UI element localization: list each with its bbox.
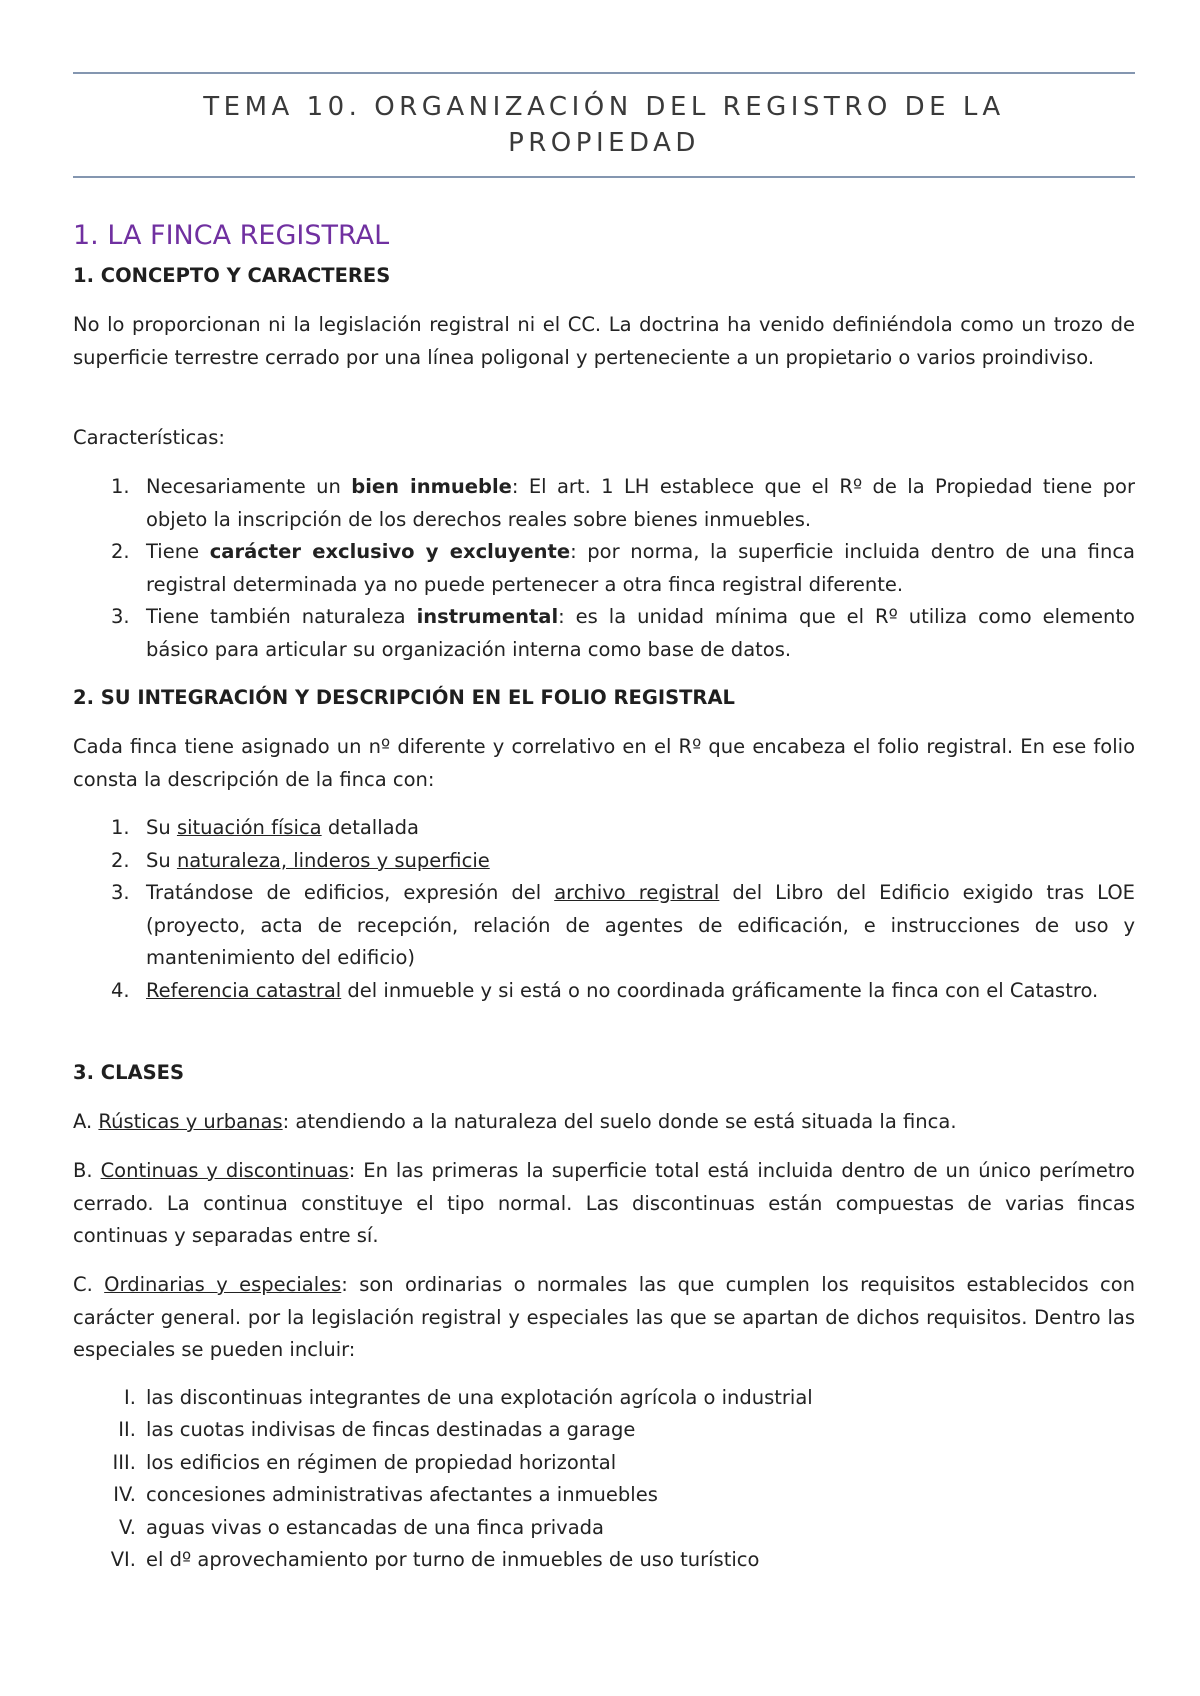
subheading-concepto: 1. CONCEPTO Y CARACTERES	[73, 264, 391, 287]
list-number: 2.	[111, 540, 130, 563]
underlined-term: situación física	[176, 816, 322, 839]
list-text: las discontinuas integrantes de una explotación agrícola o industrial	[146, 1386, 813, 1409]
list-number: 1.	[111, 816, 130, 839]
underlined-term: Continuas y discontinuas	[100, 1159, 349, 1182]
subheading-clases: 3. CLASES	[73, 1061, 185, 1084]
list-text: el dº aprovechamiento por turno de inmuebles de uso turístico	[146, 1548, 760, 1571]
list-text: Su naturaleza, linderos y superficie	[146, 849, 490, 872]
list-text: Tiene carácter exclusivo y excluyente: por norma, la superficie incluida dentro de una finca registral determinada ya no puede pertenecer a otra finca registral diferente.	[146, 540, 1135, 596]
list-text: Tiene también naturaleza instrumental: es la unidad mínima que el Rº utiliza como elemento básico para articular su organización interna como base de datos.	[146, 605, 1135, 661]
caracteristicas-label: Características:	[73, 426, 225, 449]
clase-paragraph-a: A. Rústicas y urbanas: atendiendo a la naturaleza del suelo donde se está situada la finca.	[73, 1110, 957, 1133]
clase-paragraph-c: C. Ordinarias y especiales: son ordinarias o normales las que cumplen los requisitos establecidos con carácter general. por la legislación registral y especiales las que se apartan de dichos requisitos. Dentro las especiales se pueden incluir:	[73, 1273, 1136, 1361]
title-line-2: PROPIEDAD	[508, 128, 700, 158]
list-number: 2.	[111, 849, 130, 872]
list-number: II.	[118, 1418, 136, 1441]
integracion-paragraph: Cada finca tiene asignado un nº diferente y correlativo en el Rº que encabeza el folio registral. En ese folio consta la descripción de la finca con:	[73, 735, 1135, 791]
list-text: las cuotas indivisas de fincas destinadas a garage	[146, 1418, 636, 1441]
underlined-term: archivo registral	[554, 881, 720, 904]
title-top-rule	[73, 72, 1135, 74]
concepto-paragraph: No lo proporcionan ni la legislación registral ni el CC. La doctrina ha venido definiéndola como un trozo de superficie terrestre cerrado por una línea poligonal y perteneciente a un propietario o varios proindiviso.	[73, 313, 1135, 369]
list-text: Su situación física detallada	[146, 816, 419, 839]
list-number: V.	[118, 1516, 136, 1539]
list-number: 3.	[111, 605, 130, 628]
list-number: IV.	[113, 1483, 136, 1506]
clase-paragraph-b: B. Continuas y discontinuas: En las primeras la superficie total está incluida dentro de un único perímetro cerrado. La continua constituye el tipo normal. Las discontinuas están compuestas de varias fincas continuas y separadas entre sí.	[73, 1159, 1135, 1247]
list-text: Necesariamente un bien inmueble: El art. 1 LH establece que el Rº de la Propiedad tiene por objeto la inscripción de los derechos reales sobre bienes inmuebles.	[146, 475, 1135, 531]
list-text: Referencia catastral del inmueble y si está o no coordinada gráficamente la finca con el Catastro.	[146, 979, 1099, 1002]
bold-term: carácter exclusivo y excluyente	[209, 540, 571, 563]
title-line-1: TEMA 10. ORGANIZACIÓN DEL REGISTRO DE LA	[203, 92, 1005, 122]
subheading-integracion: 2. SU INTEGRACIÓN Y DESCRIPCIÓN EN EL FOLIO REGISTRAL	[73, 686, 735, 709]
bold-term: instrumental	[416, 605, 559, 628]
page-title	[73, 89, 1135, 161]
list-text: aguas vivas o estancadas de una finca privada	[146, 1516, 604, 1539]
list-number: 1.	[111, 475, 130, 498]
list-text: Tratándose de edificios, expresión del archivo registral del Libro del Edificio exigido tras LOE (proyecto, acta de recepción, relación de agentes de edificación, e instrucciones de uso y mantenimiento del edificio)	[146, 881, 1136, 969]
list-number: VI.	[110, 1548, 136, 1571]
section-heading-finca-registral: 1. LA FINCA REGISTRAL	[73, 220, 390, 251]
list-number: 4.	[111, 979, 130, 1002]
underlined-term: Referencia catastral	[146, 979, 342, 1002]
list-text: concesiones administrativas afectantes a inmuebles	[146, 1483, 658, 1506]
bold-term: bien inmueble	[351, 475, 512, 498]
underlined-term: Ordinarias y especiales	[104, 1273, 342, 1296]
underlined-term: Rústicas y urbanas	[98, 1110, 283, 1133]
list-number: III.	[112, 1451, 136, 1474]
underlined-term: naturaleza, linderos y superficie	[176, 849, 490, 872]
title-bottom-rule	[73, 176, 1135, 178]
list-text: los edificios en régimen de propiedad horizontal	[146, 1451, 617, 1474]
list-number: 3.	[111, 881, 130, 904]
list-number: I.	[124, 1386, 136, 1409]
